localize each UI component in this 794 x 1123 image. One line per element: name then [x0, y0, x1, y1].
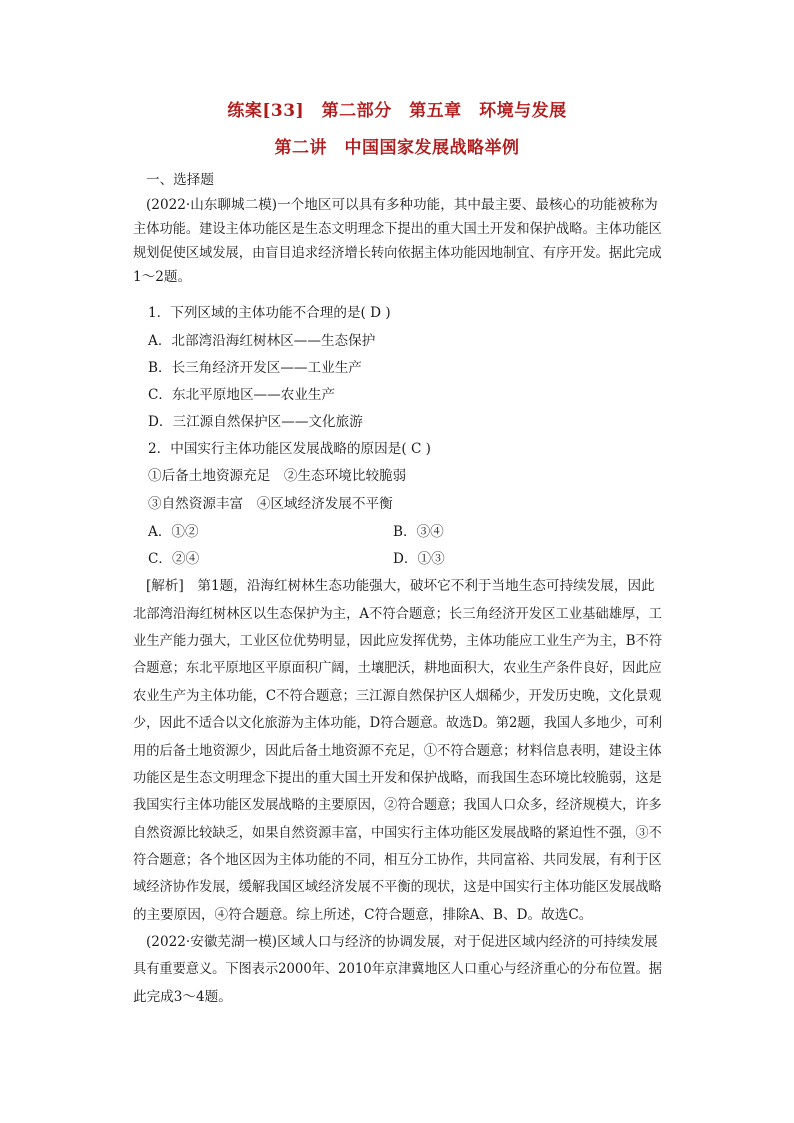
page-title: 练案[33] 第二部分 第五章 环境与发展 — [227, 101, 567, 121]
analysis-line: 用的后备土地资源少，因此后备土地资源不充足，①不符合题意；材料信息表明，建设主体 — [133, 743, 662, 759]
analysis-line: 的主要原因，④符合题意。综上所述，C符合题意，排除A、B、D。故选C。 — [133, 907, 593, 923]
analysis-line: 我国实行主体功能区发展战略的主要原因，②符合题意；我国人口众多，经济规模大，许多 — [133, 797, 662, 813]
passage-line: 此完成3～4题。 — [133, 989, 232, 1005]
question-2-option-c: C．②④ — [148, 551, 200, 567]
question-1-option-d: D．三江源自然保护区——文化旅游 — [148, 414, 363, 430]
question-2-option-a: A．①② — [148, 524, 199, 540]
question-2-statement: ①后备土地资源充足 ②生态环境比较脆弱 — [148, 468, 407, 484]
passage-line: (2022·山东聊城二模)一个地区可以具有多种功能，其中最主要、最核心的功能被称为 — [146, 197, 658, 213]
analysis-line: 功能区是生态文明理念下提出的重大国土开发和保护战略，而我国生态环境比较脆弱，这是 — [133, 770, 662, 786]
question-1-option-a: A．北部湾沿海红树林区——生态保护 — [148, 333, 376, 349]
question-1-stem: 1．下列区域的主体功能不合理的是( D ) — [148, 305, 391, 321]
analysis-line: 域经济协作发展，缓解我国区域经济发展不平衡的现状，这是中国实行主体功能区发展战略 — [133, 879, 662, 895]
analysis-line: 北部湾沿海红树林区以生态保护为主，A不符合题意；长三角经济开发区工业基础雄厚，工 — [133, 606, 662, 622]
question-2-stem: 2．中国实行主体功能区发展战略的原因是( C ) — [148, 441, 431, 457]
passage-line: (2022·安徽芜湖一模)区域人口与经济的协调发展，对于促进区域内经济的可持续发展 — [146, 934, 658, 950]
analysis-line: [解析] 第1题，沿海红树林生态功能强大，破坏它不利于当地生态可持续发展，因此 — [146, 578, 655, 594]
question-2-statement: ③自然资源丰富 ④区域经济发展不平衡 — [148, 496, 393, 512]
analysis-line: 符合题意；各个地区因为主体功能的不同，相互分工协作，共同富裕、共同发展，有利于区 — [133, 852, 662, 868]
passage-line: 具有重要意义。下图表示2000年、2010年京津冀地区人口重心与经济重心的分布位置。据 — [133, 961, 662, 977]
question-1-option-b: B．长三角经济开发区——工业生产 — [148, 360, 362, 376]
analysis-line: 自然资源比较缺乏，如果自然资源丰富，中国实行主体功能区发展战略的紧迫性不强，③不 — [133, 825, 662, 841]
analysis-line: 少，因此不适合以文化旅游为主体功能，D符合题意。故选D。第2题，我国人多地少，可利 — [133, 715, 663, 731]
analysis-line: 农业生产为主体功能，C不符合题意；三江源自然保护区人烟稀少，开发历史晚，文化景观 — [133, 688, 662, 704]
page-subtitle: 第二讲 中国国家发展战略举例 — [274, 138, 520, 158]
passage-line: 1～2题。 — [133, 269, 192, 285]
passage-line: 规划促使区域发展，由盲目追求经济增长转向依据主体功能因地制宜、有序开发。据此完成 — [133, 245, 662, 261]
question-2-option-d: D．①③ — [393, 551, 445, 567]
passage-line: 主体功能。建设主体功能区是生态文明理念下提出的重大国土开发和保护战略。主体功能区 — [133, 221, 662, 237]
analysis-line: 业生产能力强大，工业区位优势明显，因此应发挥优势，主体功能应工业生产为主，B不符 — [133, 633, 663, 649]
question-1-option-c: C．东北平原地区——农业生产 — [148, 387, 336, 403]
question-2-option-b: B．③④ — [393, 524, 444, 540]
section-heading: 一、选择题 — [146, 172, 214, 188]
analysis-line: 合题意；东北平原地区平原面积广阔，土壤肥沃，耕地面积大，农业生产条件良好，因此应 — [133, 660, 662, 676]
